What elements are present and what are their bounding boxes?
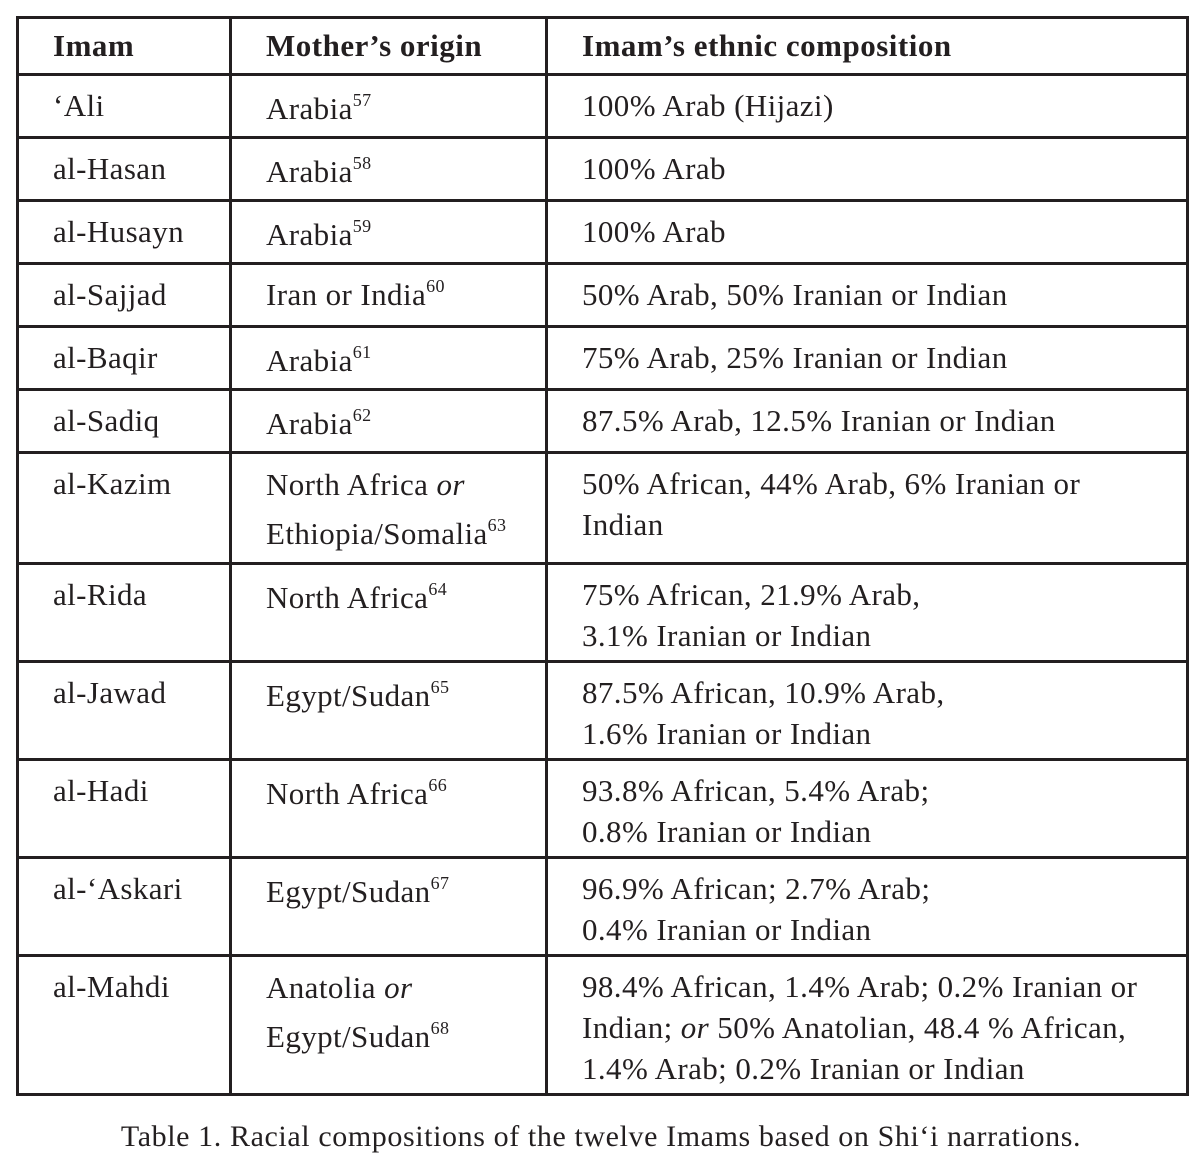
table-row: [18, 201, 1188, 264]
mother-origin: Arabia$^{58}$: [231, 138, 547, 201]
table-row: [18, 662, 1188, 760]
table-row: [18, 858, 1188, 956]
imam-name: al-Sadiq: [18, 390, 231, 453]
ethnic-composition: 87.5% African, 10.9% Arab, 1.6% Iranian or Indian: [547, 662, 1188, 760]
mother-origin: Iran or India$^{60}$: [231, 264, 547, 327]
imam-name: ‘Ali: [18, 75, 231, 138]
table-row: [18, 327, 1188, 390]
imam-name: al-Hasan: [18, 138, 231, 201]
mother-origin: Egypt/Sudan$^{67}$: [231, 858, 547, 956]
imam-name: al-Baqir: [18, 327, 231, 390]
mother-origin: North Africa$^{66}$: [231, 760, 547, 858]
ethnic-composition: 98.4% African, 1.4% Arab; 0.2% Iranian or Indian; or 50% Anatolian, 48.4 % African, 1.4% Arab; 0.2% Iranian or Indian: [547, 956, 1188, 1095]
footnote-ref: 60: [426, 275, 445, 296]
mother-origin: Arabia$^{59}$: [231, 201, 547, 264]
table-row: [18, 956, 1188, 1095]
imam-name: al-Kazim: [18, 453, 231, 564]
imam-name: al-Rida: [18, 564, 231, 662]
ethnic-composition: 50% Arab, 50% Iranian or Indian: [547, 264, 1188, 327]
mother-origin: North Africa or Ethiopia/Somalia$^{63}$: [231, 453, 547, 564]
footnote-ref: 63: [487, 514, 507, 535]
mother-origin: Egypt/Sudan$^{65}$: [231, 662, 547, 760]
footnote-ref: 58: [352, 152, 372, 173]
imam-name: al-Jawad: [18, 662, 231, 760]
ethnic-composition: 96.9% African; 2.7% Arab; 0.4% Iranian or Indian: [547, 858, 1188, 956]
footnote-ref: 62: [352, 404, 372, 425]
imam-name: al-Husayn: [18, 201, 231, 264]
ethnic-composition: 93.8% African, 5.4% Arab; 0.8% Iranian or Indian: [547, 760, 1188, 858]
imam-name: al-Hadi: [18, 760, 231, 858]
mother-origin: Arabia$^{61}$: [231, 327, 547, 390]
table-header-row: [18, 18, 1188, 75]
header-mothers-origin: Mother’s origin: [231, 18, 547, 75]
table-row: [18, 564, 1188, 662]
footnote-ref: 59: [352, 215, 372, 236]
table-row: [18, 453, 1188, 564]
footnote-ref: 57: [352, 89, 372, 110]
footnote-ref: 65: [430, 676, 450, 697]
mother-origin: Arabia$^{62}$: [231, 390, 547, 453]
imam-name: al-Mahdi: [18, 956, 231, 1095]
table-row: [18, 390, 1188, 453]
table-row: [18, 75, 1188, 138]
table-caption: Table 1. Racial compositions of the twelve Imams based on Shi‘i narrations.: [120, 1120, 1082, 1153]
table-row: [18, 760, 1188, 858]
mother-origin: Anatolia or Egypt/Sudan$^{68}$: [231, 956, 547, 1095]
header-ethnic-composition: Imam’s ethnic composition: [547, 18, 1188, 75]
footnote-ref: 61: [352, 341, 372, 362]
ethnic-composition: 75% Arab, 25% Iranian or Indian: [547, 327, 1188, 390]
footnote-ref: 64: [428, 578, 448, 599]
ethnic-composition: 100% Arab: [547, 201, 1188, 264]
footnote-ref: 68: [430, 1017, 450, 1038]
ethnic-composition: 100% Arab (Hijazi): [547, 75, 1188, 138]
footnote-ref: 67: [430, 872, 450, 893]
mother-origin: North Africa$^{64}$: [231, 564, 547, 662]
ethnic-composition: 75% African, 21.9% Arab, 3.1% Iranian or Indian: [547, 564, 1188, 662]
imam-name: al-‘Askari: [18, 858, 231, 956]
table-row: [18, 138, 1188, 201]
header-imam: Imam: [18, 18, 231, 75]
footnote-ref: 66: [428, 774, 448, 795]
table-row: [18, 264, 1188, 327]
ethnic-composition: 100% Arab: [547, 138, 1188, 201]
imam-ethnicity-table: [16, 16, 1189, 1096]
imam-table-container: [16, 16, 1186, 1096]
imam-name: al-Sajjad: [18, 264, 231, 327]
mother-origin: Arabia$^{57}$: [231, 75, 547, 138]
ethnic-composition: 50% African, 44% Arab, 6% Iranian or Indian: [547, 453, 1188, 564]
ethnic-composition: 87.5% Arab, 12.5% Iranian or Indian: [547, 390, 1188, 453]
